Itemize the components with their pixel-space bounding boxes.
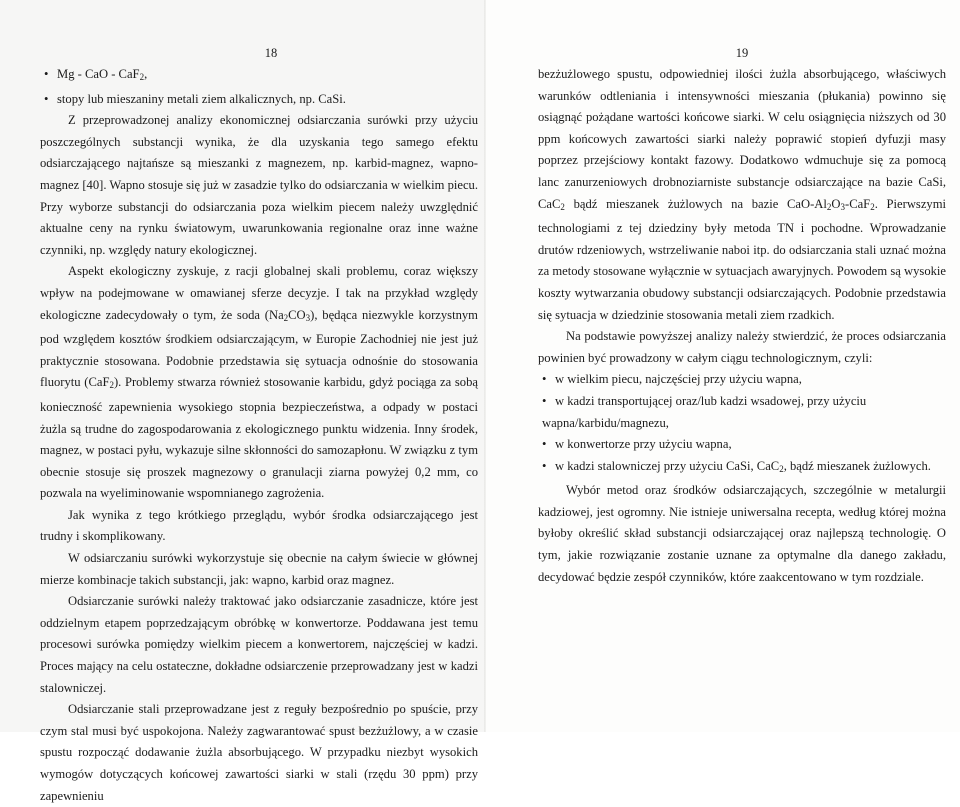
paragraph: Odsiarczanie stali przeprowadzane jest z reguły bezpośrednio po spuście, przy czym stal musi być uspokojona. Należy zagwarantować spust bezżużlowy, a w czasie spustu rozpocząć dodawanie żużla absorbującego. W przypadku niezbyt wysokich wymogów dotyczących końcowej zawartości siarki w stali (rzędu 30 ppm) przy zapewnieniu [40, 702, 478, 803]
right-page [486, 0, 960, 732]
paragraph: Jak wynika z tego krótkiego przeglądu, wybór środka odsiarczającego jest trudny i skomplikowany. [40, 507, 478, 544]
paragraph: Wybór metod oraz środków odsiarczających, szczególnie w metalurgii kadziowej, jest ogromny. Nie istnieje uniwersalna recepta, według której można byłoby określić skład substancji odsiarczającej oraz najlepszą technologię. O tym, jakie rozwiązanie zostanie uznane za optymalne dla danego zakładu, decydować będzie zespół czynników, które zaakcentowano w tym rozdziale. [538, 483, 946, 584]
bullet-icon: • [542, 437, 547, 452]
paragraph: Aspekt ekologiczny zyskuje, z racji globalnej skali problemu, coraz większy wpływ na podejmowane w omawianej sferze decyzje. I tak na przykład względy ekologiczne zadecydowały o tym, że soda $(Na_2CO_3)$, będąca niezwykle korzystnym pod względem kosztów środkiem odsiarczającym, w Europie Zachodniej nie jest już praktycznie stosowana. Podobnie przedstawia się sytuacja odnośnie do stosowania fluorytu (CaF$_2$). Problemy stwarza również stosowanie karbidu, gdyż pociąga za sobą konieczność zapewnienia wysokiego stopnia bezpieczeństwa, a odpady w postaci żużla są trudne do zagospodarowania z ekologicznego punktu widzenia. Inny środek, magnez, w postaci pyłu, wykazuje silne skłonności do samozapłonu. W związku z tym obecnie stosuje się proszek magnezowy o granulacji ziarna powyżej 0,2 mm, co pozwala na wyeliminowanie wspomnianego zagrożenia. [40, 264, 478, 501]
bullet-icon: • [542, 393, 547, 408]
bullet-item: • w kadzi transportującej oraz/lub kadzi wsadowej, przy użyciu wapna/karbidu/magnezu, [538, 391, 946, 434]
paragraph: Odsiarczanie surówki należy traktować jako odsiarczanie zasadnicze, które jest oddzielnym etapem poprzedzającym obróbkę w konwertorze. Poddawana jest temu procesowi surówka pomiędzy wielkim piecem a konwertorem, najczęściej w kadzi. Proces mający na celu ostateczne, dokładne odsiarczenie przeprowadzany jest w kadzi stalowniczej. [40, 594, 478, 695]
paragraph: Z przeprowadzonej analizy ekonomicznej odsiarczania surówki przy użyciu poszczególnych substancji wynika, że dla uzyskania tego samego efektu odsiarczającego najtańsze są mieszanki z magnezem, np. karbid-magnez, wapno-magnez [40]. Wapno stosuje się już w zasadzie tylko do odsiarczania w wielkim piecu. Przy wyborze substancji do odsiarczania poza wielkim piecem należy uwzględnić aktualne ceny na rynku światowym, uwarunkowania regionalne oraz inne ważne czynniki, np. względy natury ekologicznej. [40, 113, 478, 257]
page-number-right: 19 [735, 46, 749, 60]
paragraph: W odsiarczaniu surówki wykorzystuje się obecnie na całym świecie w głównej mierze kombinacje takich substancji, jak: wapno, karbid oraz magnez. [40, 551, 478, 587]
paragraph: Na podstawie powyższej analizy należy stwierdzić, że proces odsiarczania powinien być prowadzony w całym ciągu technologicznym, czyli: [538, 329, 946, 365]
bullet-item: • w konwertorze przy użyciu wapna, [538, 434, 946, 456]
bullet-icon: • [542, 372, 547, 387]
bullet-icon: • [44, 67, 49, 81]
bullet-icon: • [542, 458, 547, 473]
page-number-left: 18 [264, 46, 278, 60]
bullet-item: • Mg - CaO - CaF$_2$, [40, 64, 478, 89]
bullet-item: • w kadzi stalowniczej przy użyciu CaSi, CaC$_2$, bądź mieszanek żużlowych. [538, 456, 946, 481]
bullet-item: • stopy lub mieszaniny metali ziem alkalicznych, np. CaSi. [40, 89, 478, 111]
paragraph: bezżużlowego spustu, odpowiedniej ilości żużla absorbującego, właściwych warunków odtleniania i intensywności mieszania (płukania) powinno się osiągnąć pożądane wartości końcowe siarki. W celu osiągnięcia niższych od 30 ppm końcowych zawartości siarki należy poprawić stopień dyfuzji masy poprzez przejściowy kontakt fazowy. Dodatkowo wdmuchuje się za pomocą lanc zanurzeniowych drobnoziarniste substancje odsiarczające na bazie CaSi, CaC$_2$ bądź mieszanek żużlowych na bazie CaO-$Al_2O_3-CaF_2$. Pierwszymi technologiami z tej dziedziny były metoda TN i pochodne. Wprowadzanie drutów rdzeniowych, wstrzeliwanie naboi itp. do odsiarczania stali uznać można za metody stosowane wyłącznie w sytuacjach awaryjnych. Powodem są wysokie koszty wytwarzania obudowy substancji odsiarczających. Podobnie przedstawia się sytuacja w dziedzinie stosowania metali ziem rzadkich. [538, 67, 946, 322]
bullet-icon: • [44, 91, 49, 106]
bullet-item: • w wielkim piecu, najczęściej przy użyciu wapna, [538, 369, 946, 391]
